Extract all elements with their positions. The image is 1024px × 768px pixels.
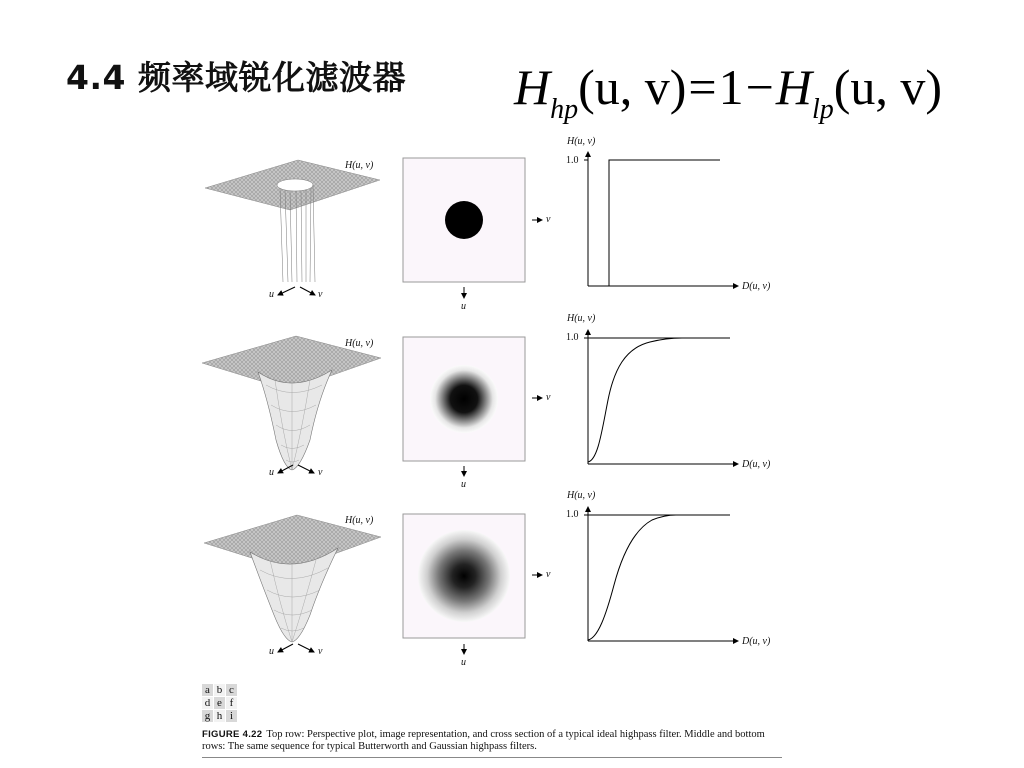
label-h-uv-a: H(u, v) [345,160,374,171]
label-one-f: 1.0 [566,332,579,343]
butterworth-cross-section [584,330,738,464]
formula-one: 1 [718,59,744,115]
gaussian-cross-section [584,507,738,641]
figure-number: FIGURE 4.22 [202,729,263,740]
panel-key-d: d [202,697,213,709]
label-h-uv-f: H(u, v) [567,313,596,324]
formula-minus: − [745,59,774,115]
panel-key-h: h [214,710,225,722]
butterworth-perspective-plot [202,336,381,473]
ideal-image [403,158,542,298]
slide-title: 4.4 频率域锐化滤波器 [66,58,406,97]
panel-key-i: i [226,710,237,722]
label-one-i: 1.0 [566,509,579,520]
label-d-uv-c: D(u, v) [742,281,771,292]
label-v-a: v [318,289,323,300]
label-h-uv-g: H(u, v) [345,515,374,526]
formula-args-right: (u, v) [833,59,943,115]
row-gaussian [204,507,738,654]
panel-key-c: c [226,684,237,696]
panel-key-a: a [202,684,213,696]
formula-sub-lp: lp [811,94,834,125]
panel-key-f: f [226,697,237,709]
label-h-uv-d: H(u, v) [345,338,374,349]
panel-key-grid [202,684,237,722]
figure-caption [202,729,782,758]
panel-key-b: b [214,684,225,696]
label-v-g: v [318,646,323,657]
label-u-a: u [269,289,274,300]
label-v-d: v [318,467,323,478]
panel-key-g: g [202,710,213,722]
label-h-uv-c: H(u, v) [567,136,596,147]
row-butterworth [202,330,738,476]
gaussian-perspective-plot [204,515,381,652]
figure-caption-text: Top row: Perspective plot, image representation, and cross section of a typical ideal highpass filter. Middle and bottom rows: The same sequence for typical Butterworth and Gaussian highpass filters. [202,729,765,752]
ideal-perspective-plot [205,160,380,295]
label-v-h: v [546,569,551,580]
row-ideal [205,152,738,298]
label-one-c: 1.0 [566,155,579,166]
label-d-uv-f: D(u, v) [742,459,771,470]
label-u-e: u [461,479,466,490]
formula-args-left: (u, v) [578,59,687,115]
label-h-uv-i: H(u, v) [567,490,596,501]
ideal-cross-section [584,152,738,286]
label-u-b: u [461,301,466,312]
formula-h-lp: H [775,59,812,115]
butterworth-image [403,337,542,476]
label-u-g: u [269,646,274,657]
label-u-d: u [269,467,274,478]
formula-sub-hp: hp [550,94,579,125]
label-u-h: u [461,657,466,668]
panel-key-e: e [214,697,225,709]
gaussian-image [403,514,542,654]
label-v-b: v [546,214,551,225]
label-d-uv-i: D(u, v) [742,636,771,647]
formula-equals: = [688,59,717,115]
formula-h-hp: H [514,59,551,115]
label-v-e: v [546,392,551,403]
